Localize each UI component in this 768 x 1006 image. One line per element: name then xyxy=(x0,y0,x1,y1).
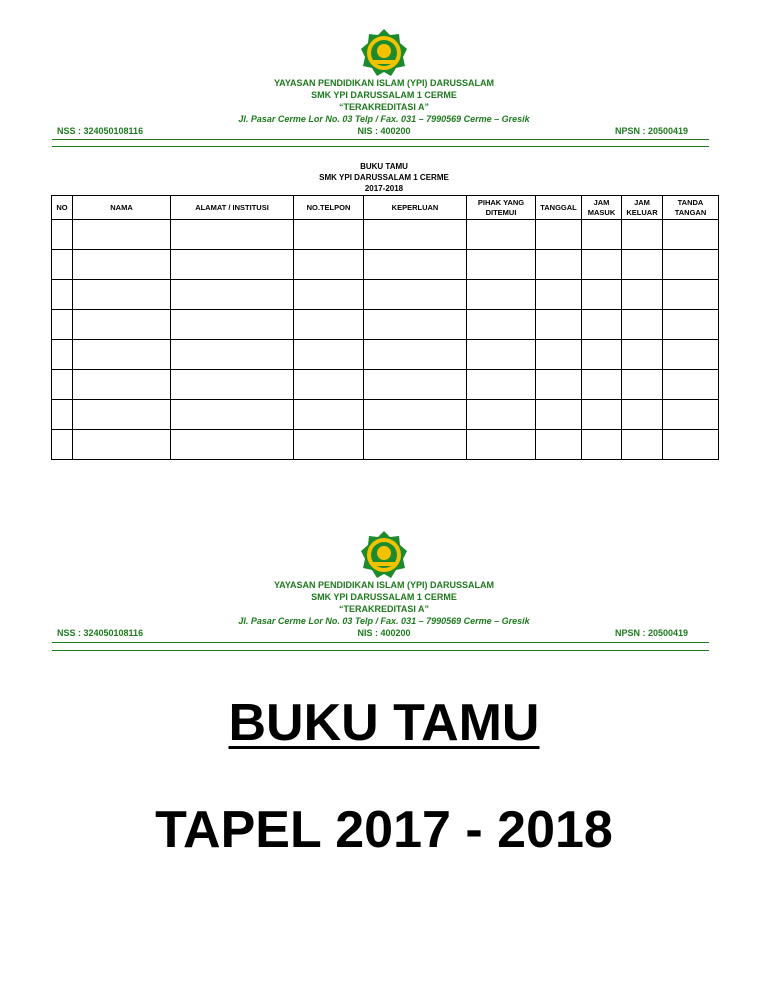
table-cell xyxy=(467,370,536,400)
table-row xyxy=(52,220,719,250)
table-cell xyxy=(622,310,663,340)
guest-table xyxy=(51,195,719,460)
school-name: SMK YPI DARUSSALAM 1 CERME xyxy=(311,592,457,602)
table-cell xyxy=(582,280,622,310)
table-row xyxy=(52,250,719,280)
table-cell xyxy=(171,400,294,430)
table-cell xyxy=(294,370,364,400)
table-cell xyxy=(536,430,582,460)
nss-number: NSS : 324050108116 xyxy=(57,628,144,638)
table-cell xyxy=(364,370,467,400)
table-cell xyxy=(663,220,719,250)
table-cell xyxy=(536,400,582,430)
npsn-number: NPSN : 20500419 xyxy=(614,628,688,638)
table-cell xyxy=(364,250,467,280)
table-cell xyxy=(294,340,364,370)
table-cell xyxy=(663,250,719,280)
table-cell xyxy=(622,400,663,430)
column-header: PIHAK YANG DITEMUI xyxy=(467,196,536,220)
table-cell xyxy=(73,400,171,430)
npsn-number: NPSN : 20500419 xyxy=(614,126,688,136)
table-cell xyxy=(622,250,663,280)
table-cell xyxy=(663,340,719,370)
table-row xyxy=(52,310,719,340)
table-cell xyxy=(52,430,73,460)
table-cell xyxy=(52,400,73,430)
table-cell xyxy=(536,370,582,400)
foundation-name: YAYASAN PENDIDIKAN ISLAM (YPI) DARUSSALAM xyxy=(273,78,495,88)
table-cell xyxy=(294,400,364,430)
table-cell xyxy=(663,310,719,340)
table-cell xyxy=(536,340,582,370)
table-cell xyxy=(73,370,171,400)
table-cell xyxy=(52,280,73,310)
table-cell xyxy=(582,370,622,400)
divider xyxy=(52,139,709,140)
column-header: NO.TELPON xyxy=(294,196,364,220)
table-row xyxy=(52,400,719,430)
table-cell xyxy=(582,220,622,250)
table-cell xyxy=(52,370,73,400)
column-header: TANGGAL xyxy=(536,196,582,220)
table-cell xyxy=(364,400,467,430)
table-cell xyxy=(364,280,467,310)
column-header: ALAMAT / INSTITUSI xyxy=(171,196,294,220)
table-cell xyxy=(364,430,467,460)
table-cell xyxy=(73,340,171,370)
table-row xyxy=(52,340,719,370)
table-cell xyxy=(52,340,73,370)
table-cell xyxy=(582,400,622,430)
table-cell xyxy=(52,220,73,250)
table-cell xyxy=(171,280,294,310)
school-emblem-icon xyxy=(359,28,409,78)
table-cell xyxy=(467,310,536,340)
table-cell xyxy=(171,250,294,280)
table-cell xyxy=(294,220,364,250)
table-cell xyxy=(536,310,582,340)
form-year: 2017-2018 xyxy=(364,184,404,193)
column-header: JAM KELUAR xyxy=(622,196,663,220)
table-cell xyxy=(467,220,536,250)
column-header: TANDA TANGAN xyxy=(663,196,719,220)
table-cell xyxy=(171,370,294,400)
column-header: NO xyxy=(52,196,73,220)
table-cell xyxy=(294,250,364,280)
divider xyxy=(52,146,709,147)
table-row xyxy=(52,430,719,460)
table-cell xyxy=(582,310,622,340)
cover-title: BUKU TAMU xyxy=(228,694,540,752)
nss-number: NSS : 324050108116 xyxy=(57,126,144,136)
school-address: Jl. Pasar Cerme Lor No. 03 Telp / Fax. 031 – 7990569 Cerme – Gresik xyxy=(238,616,530,626)
school-address: Jl. Pasar Cerme Lor No. 03 Telp / Fax. 031 – 7990569 Cerme – Gresik xyxy=(238,114,530,124)
table-cell xyxy=(663,400,719,430)
foundation-name: YAYASAN PENDIDIKAN ISLAM (YPI) DARUSSALAM xyxy=(273,580,495,590)
table-cell xyxy=(536,220,582,250)
table-cell xyxy=(73,280,171,310)
table-cell xyxy=(536,250,582,280)
form-subtitle: SMK YPI DARUSSALAM 1 CERME xyxy=(319,173,449,182)
table-cell xyxy=(622,280,663,310)
table-cell xyxy=(663,430,719,460)
table-cell xyxy=(467,250,536,280)
table-cell xyxy=(73,430,171,460)
table-cell xyxy=(663,280,719,310)
table-cell xyxy=(73,310,171,340)
school-emblem-icon xyxy=(359,530,409,580)
divider xyxy=(52,650,709,651)
table-cell xyxy=(622,430,663,460)
table-cell xyxy=(467,400,536,430)
column-header: JAM MASUK xyxy=(582,196,622,220)
divider xyxy=(52,642,709,643)
table-cell xyxy=(52,310,73,340)
school-name: SMK YPI DARUSSALAM 1 CERME xyxy=(311,90,457,100)
cover-period: TAPEL 2017 - 2018 xyxy=(155,801,613,859)
table-cell xyxy=(73,220,171,250)
table-header-row xyxy=(52,196,719,220)
column-header: NAMA xyxy=(73,196,171,220)
table-cell xyxy=(73,250,171,280)
table-cell xyxy=(582,430,622,460)
accreditation: “TERAKREDITASI A” xyxy=(339,604,429,614)
table-row xyxy=(52,370,719,400)
table-cell xyxy=(294,310,364,340)
nis-number: NIS : 400200 xyxy=(357,628,411,638)
table-cell xyxy=(171,220,294,250)
table-cell xyxy=(622,340,663,370)
table-cell xyxy=(622,220,663,250)
column-header: KEPERLUAN xyxy=(364,196,467,220)
table-cell xyxy=(467,430,536,460)
table-cell xyxy=(171,310,294,340)
table-cell xyxy=(364,340,467,370)
table-cell xyxy=(171,430,294,460)
form-title: BUKU TAMU xyxy=(360,162,408,171)
table-cell xyxy=(294,430,364,460)
table-row xyxy=(52,280,719,310)
table-cell xyxy=(582,340,622,370)
table-cell xyxy=(52,250,73,280)
table-cell xyxy=(364,220,467,250)
table-cell xyxy=(364,310,467,340)
table-cell xyxy=(294,280,364,310)
table-cell xyxy=(171,340,294,370)
table-cell xyxy=(536,280,582,310)
table-cell xyxy=(622,370,663,400)
table-cell xyxy=(467,340,536,370)
accreditation: “TERAKREDITASI A” xyxy=(339,102,429,112)
table-cell xyxy=(467,280,536,310)
table-cell xyxy=(663,370,719,400)
nis-number: NIS : 400200 xyxy=(357,126,411,136)
table-cell xyxy=(582,250,622,280)
